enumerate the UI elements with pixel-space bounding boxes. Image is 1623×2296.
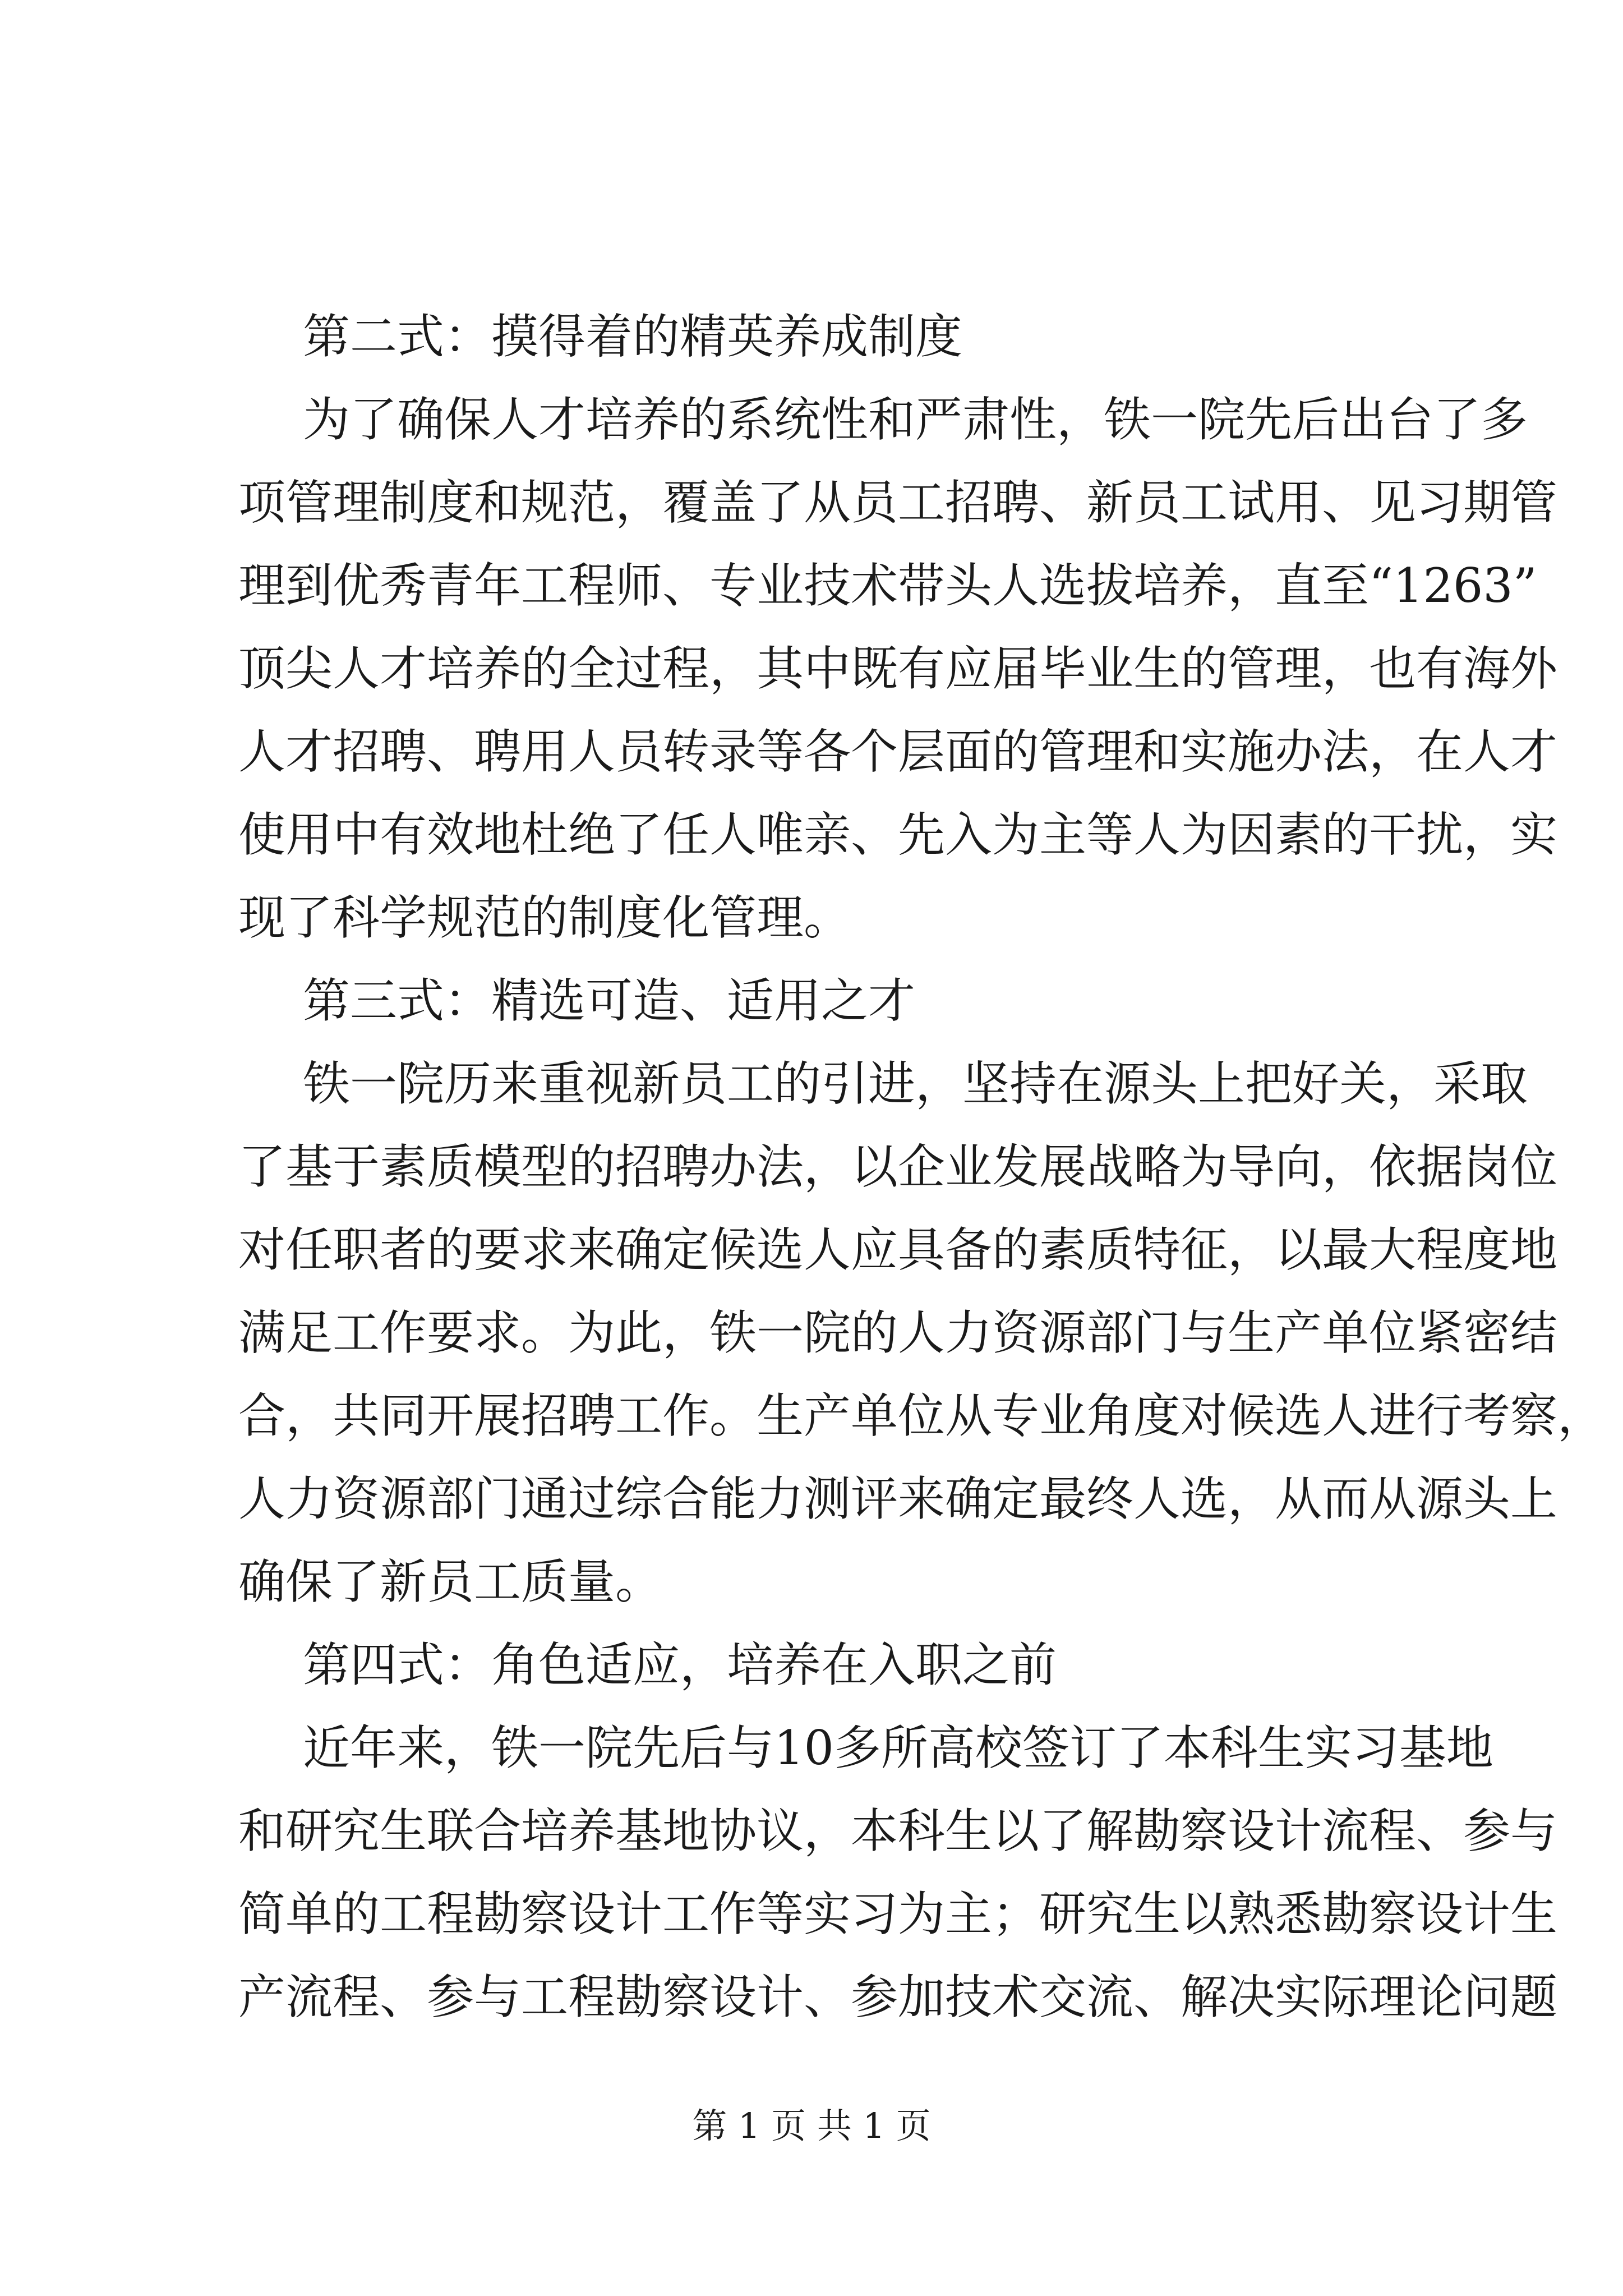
section-heading-2: 第二式：摸得着的精英养成制度 [303, 309, 963, 364]
paragraph-line: 近年来，铁一院先后与10多所高校签订了本科生实习基地 [303, 1720, 1493, 1775]
paragraph-line: 合，共同开展招聘工作。生产单位从专业角度对候选人进行考察， [238, 1388, 1605, 1443]
paragraph-line: 顶尖人才培养的全过程，其中既有应届毕业生的管理，也有海外 [238, 641, 1558, 696]
paragraph-line: 了基于素质模型的招聘办法，以企业发展战略为导向，依据岗位 [238, 1139, 1558, 1194]
paragraph-line: 人才招聘、聘用人员转录等各个层面的管理和实施办法，在人才 [238, 724, 1558, 779]
paragraph-line: 对任职者的要求来确定候选人应具备的素质特征，以最大程度地 [238, 1222, 1558, 1277]
paragraph-line: 满足工作要求。为此，铁一院的人力资源部门与生产单位紧密结 [238, 1305, 1558, 1360]
paragraph-line: 项管理制度和规范，覆盖了从员工招聘、新员工试用、见习期管 [238, 475, 1558, 530]
paragraph-line: 使用中有效地杜绝了任人唯亲、先入为主等人为因素的干扰，实 [238, 807, 1558, 862]
paragraph-line: 铁一院历来重视新员工的引进，坚持在源头上把好关，采取 [303, 1056, 1528, 1111]
paragraph-line: 简单的工程勘察设计工作等实习为主；研究生以熟悉勘察设计生 [238, 1887, 1558, 1941]
paragraph-line: 产流程、参与工程勘察设计、参加技术交流、解决实际理论问题 [238, 1970, 1558, 2024]
paragraph-line: 确保了新员工质量。 [238, 1554, 663, 1609]
paragraph-line: 为了确保人才培养的系统性和严肃性，铁一院先后出台了多 [303, 392, 1528, 447]
paragraph-line: 和研究生联合培养基地协议，本科生以了解勘察设计流程、参与 [238, 1803, 1558, 1858]
section-heading-4: 第四式：角色适应，培养在入职之前 [303, 1637, 1057, 1692]
paragraph-line: 现了科学规范的制度化管理。 [238, 890, 851, 945]
paragraph-line: 理到优秀青年工程师、专业技术带头人选拔培养，直至“1263” [238, 558, 1537, 613]
section-heading-3: 第三式：精选可造、适用之才 [303, 973, 916, 1028]
page-footer: 第 1 页 共 1 页 [692, 2105, 931, 2146]
paragraph-line: 人力资源部门通过综合能力测评来确定最终人选，从而从源头上 [238, 1471, 1558, 1526]
